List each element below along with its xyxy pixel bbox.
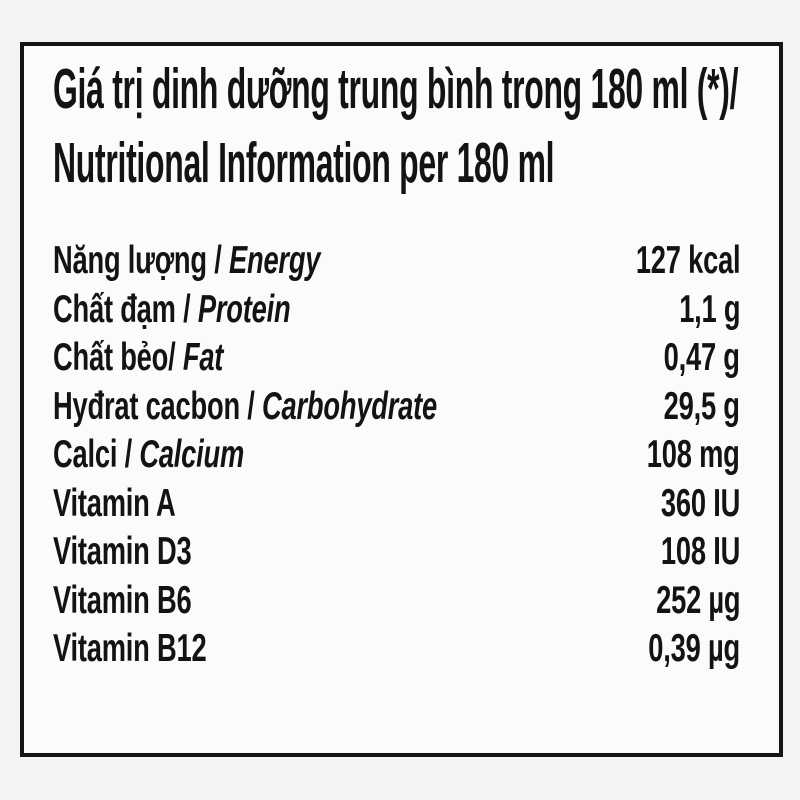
- nutrient-label-en: Calcium: [139, 433, 245, 476]
- nutrient-value: 252 µg: [655, 578, 740, 622]
- nutrient-label: [53, 577, 192, 626]
- nutrient-label: [53, 334, 223, 383]
- nutrient-label-vi: Vitamin B6: [53, 578, 192, 622]
- title-line-english: Nutritional Information per 180 ml: [53, 131, 555, 195]
- panel-title: [53, 52, 779, 200]
- nutrient-label-vi: Năng lượng: [53, 239, 207, 282]
- label-separator: /: [168, 336, 183, 379]
- nutrient-label-vi: Vitamin A: [53, 481, 176, 525]
- nutrient-label-vi: Calci: [53, 433, 118, 476]
- nutrient-label: [53, 625, 206, 674]
- nutrient-label-vi: Vitamin B12: [53, 627, 207, 670]
- row-protein: [53, 286, 740, 335]
- nutrient-label-en: Energy: [228, 239, 321, 282]
- nutrient-label-en: Fat: [182, 336, 224, 379]
- nutrient-label-vi: Hyđrat cacbon: [53, 384, 240, 428]
- nutrient-label-en: Protein: [197, 287, 291, 331]
- row-fat: [53, 334, 740, 383]
- row-calcium: [53, 431, 740, 480]
- label-separator: /: [117, 433, 140, 476]
- nutrient-value: 29,5 g: [663, 384, 740, 428]
- nutrient-label: [53, 528, 192, 577]
- row-carbohydrate: [53, 383, 740, 432]
- nutrient-label: [53, 431, 244, 480]
- label-separator: /: [239, 384, 263, 428]
- nutrient-label-vi: Chất đạm: [53, 287, 176, 331]
- nutrient-label: [53, 383, 437, 432]
- nutrient-value: 0,47 g: [663, 336, 740, 379]
- title-line-vietnamese: Giá trị dinh dưỡng trung bình trong 180 ml (*)/: [53, 57, 739, 121]
- nutrient-value: 0,39 µg: [648, 627, 740, 670]
- nutrition-label-panel: [20, 42, 783, 757]
- label-separator: /: [206, 239, 229, 282]
- nutrient-label: [53, 286, 290, 335]
- row-energy: [53, 237, 740, 286]
- row-vitamin-a: [53, 480, 740, 529]
- nutrient-value: 108 IU: [660, 530, 740, 573]
- nutrient-label: [53, 237, 320, 286]
- nutrient-label-vi: Vitamin D3: [53, 530, 192, 573]
- nutrient-value: 108 mg: [647, 433, 740, 476]
- row-vitamin-b6: [53, 577, 740, 626]
- nutrient-value: 1,1 g: [678, 287, 740, 331]
- label-separator: /: [175, 287, 198, 331]
- nutrient-label-vi: Chất bẻo: [53, 336, 169, 379]
- nutrient-value: 127 kcal: [635, 239, 740, 282]
- nutrient-label: [53, 480, 176, 529]
- nutrient-label-en: Carbohydrate: [262, 384, 438, 428]
- row-vitamin-b12: [53, 625, 740, 674]
- nutrition-table: [53, 237, 740, 674]
- row-vitamin-d3: [53, 528, 740, 577]
- nutrient-value: 360 IU: [660, 481, 740, 525]
